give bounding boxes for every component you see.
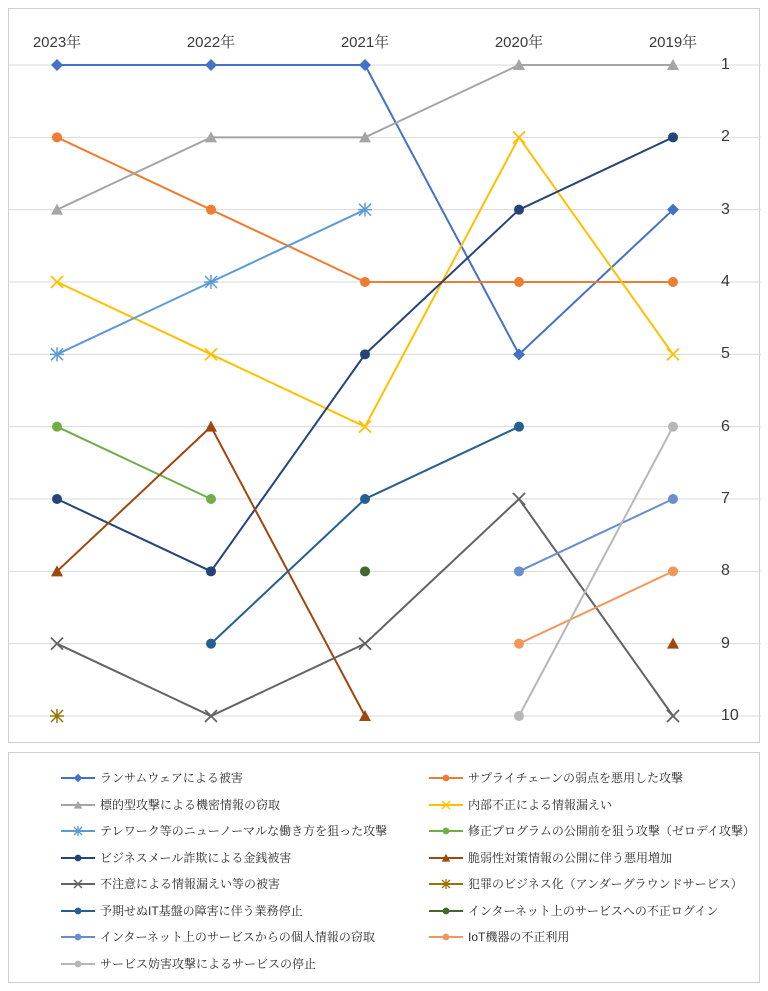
data-point: [52, 132, 62, 142]
legend-grid: [9, 765, 759, 982]
y-axis-tick-label: 9: [721, 634, 730, 652]
legend-item-label: ビジネスメール詐欺による金銭被害: [100, 850, 292, 865]
x-axis-tick-label: 2021年: [340, 34, 390, 51]
x-axis-tick-label: 2020年: [494, 34, 544, 51]
legend-item-label: 不注意による情報漏えい等の被害: [100, 877, 281, 891]
y-axis-tick-label: 2: [721, 128, 730, 146]
x-axis-tick-label: 2022年: [186, 34, 236, 51]
series-line: [519, 499, 673, 571]
series-line: [211, 427, 519, 644]
y-axis-tick-label: 7: [721, 490, 730, 507]
data-point: [668, 566, 678, 576]
data-point: [50, 347, 64, 361]
legend-item-label: サービス妨害攻撃によるサービスの停止: [100, 956, 317, 971]
legend-item-label: 修正プログラムの公開前を狙う攻撃（ゼロデイ攻撃）: [468, 824, 756, 838]
data-point: [514, 205, 524, 215]
data-point: [358, 203, 372, 217]
plot-area: [8, 8, 760, 743]
x-axis-tick-label: 2023年: [32, 34, 82, 51]
y-axis-tick-label: 1: [721, 56, 730, 73]
legend-item-label: ランサムウェアによる被害: [100, 771, 243, 785]
legend-item[interactable]: [429, 798, 612, 812]
legend-item[interactable]: [429, 851, 672, 865]
series-11: [360, 566, 370, 576]
data-point: [360, 566, 370, 576]
legend-item[interactable]: [429, 930, 569, 944]
data-point: [206, 494, 216, 504]
series-9: [50, 709, 64, 723]
data-point: [52, 494, 62, 504]
series-12: [514, 494, 678, 576]
data-point: [668, 132, 678, 142]
series-line: [57, 499, 673, 716]
data-point: [206, 639, 216, 649]
legend-marker-glyph: [75, 960, 82, 967]
legend-marker-icon: [61, 904, 95, 918]
y-axis-tick-label: 10: [721, 707, 739, 724]
data-point: [359, 59, 371, 71]
series-line: [57, 427, 211, 499]
legend-marker-glyph: [443, 907, 450, 914]
legend-item-label: 予期せぬIT基盤の障害に伴う業務停止: [100, 903, 303, 918]
y-axis-tick-label: 6: [721, 417, 730, 435]
legend-marker-icon: [61, 771, 95, 785]
x-axis-tick-label: 2019年: [648, 34, 698, 51]
legend-marker-icon: [429, 904, 463, 918]
legend-marker-icon: [429, 930, 463, 944]
legend-item[interactable]: [61, 957, 316, 971]
legend-marker-icon: [429, 824, 463, 838]
legend-item[interactable]: [61, 904, 303, 918]
data-point: [668, 422, 678, 432]
legend-marker-icon: [429, 877, 463, 891]
legend-marker-glyph: [74, 774, 82, 782]
y-axis-tick-label: 5: [721, 345, 730, 363]
legend-item-label: IoT機器の不正利用: [468, 930, 570, 944]
legend-item[interactable]: [61, 877, 280, 891]
legend-marker-glyph: [443, 828, 450, 835]
legend-marker-icon: [61, 851, 95, 865]
y-axis-tick-label: 3: [721, 200, 730, 218]
legend-item[interactable]: [61, 798, 280, 812]
data-point: [205, 59, 217, 71]
legend-item[interactable]: [61, 930, 375, 944]
legend-item-label: テレワーク等のニューノーマルな働き方を狙った攻撃: [100, 824, 388, 838]
series-10: [206, 422, 524, 649]
legend-marker-glyph: [73, 826, 83, 836]
data-point: [206, 566, 216, 576]
legend-item[interactable]: [429, 877, 743, 891]
series-8: [51, 493, 679, 722]
data-point: [204, 275, 218, 289]
legend-item[interactable]: [429, 904, 718, 918]
data-point: [360, 349, 370, 359]
legend-item-label: インターネット上のサービスへの不正ログイン: [468, 903, 719, 918]
data-point: [668, 277, 678, 287]
legend-marker-icon: [61, 930, 95, 944]
plot-svg: [9, 9, 761, 744]
legend-marker-icon: [429, 771, 463, 785]
legend-marker-icon: [429, 798, 463, 812]
legend-item[interactable]: [61, 851, 291, 865]
data-point: [514, 711, 524, 721]
legend-marker-glyph: [441, 879, 451, 889]
data-point: [514, 566, 524, 576]
data-point: [51, 59, 63, 71]
data-point: [514, 422, 524, 432]
legend-marker-icon: [61, 824, 95, 838]
legend-item-label: 内部不正による情報漏えい: [468, 797, 613, 812]
data-point: [360, 277, 370, 287]
legend-marker-glyph: [75, 934, 82, 941]
legend-item[interactable]: [61, 771, 243, 785]
series-13: [514, 566, 678, 648]
legend-marker-icon: [61, 957, 95, 971]
data-point: [360, 494, 370, 504]
series-line: [519, 571, 673, 643]
data-point: [514, 277, 524, 287]
data-point: [514, 639, 524, 649]
data-point: [668, 494, 678, 504]
data-point: [52, 422, 62, 432]
legend-item[interactable]: [429, 824, 755, 838]
legend-marker-glyph: [443, 934, 450, 941]
legend-item-label: インターネット上のサービスからの個人情報の窃取: [100, 930, 375, 944]
legend-item[interactable]: [429, 771, 683, 785]
legend-marker-icon: [429, 851, 463, 865]
legend-marker-icon: [61, 877, 95, 891]
data-point: [50, 709, 64, 723]
y-axis-tick-label: 4: [721, 273, 730, 290]
legend-item-label: サプライチェーンの弱点を悪用した攻撃: [468, 771, 684, 785]
legend-item[interactable]: [61, 824, 387, 838]
legend-marker-icon: [61, 798, 95, 812]
legend-marker-glyph: [75, 907, 82, 914]
legend-item-label: 犯罪のビジネス化（アンダーグラウンドサービス）: [468, 877, 743, 891]
series-5: [52, 422, 216, 504]
legend-marker-glyph: [443, 775, 450, 782]
legend: [8, 752, 760, 983]
legend-item-label: 脆弱性対策情報の公開に伴う悪用増加: [468, 850, 673, 865]
data-point: [206, 205, 216, 215]
y-axis-tick-label: 8: [721, 562, 730, 580]
legend-item-label: 標的型攻撃による機密情報の窃取: [100, 797, 281, 812]
legend-marker-glyph: [75, 854, 82, 861]
